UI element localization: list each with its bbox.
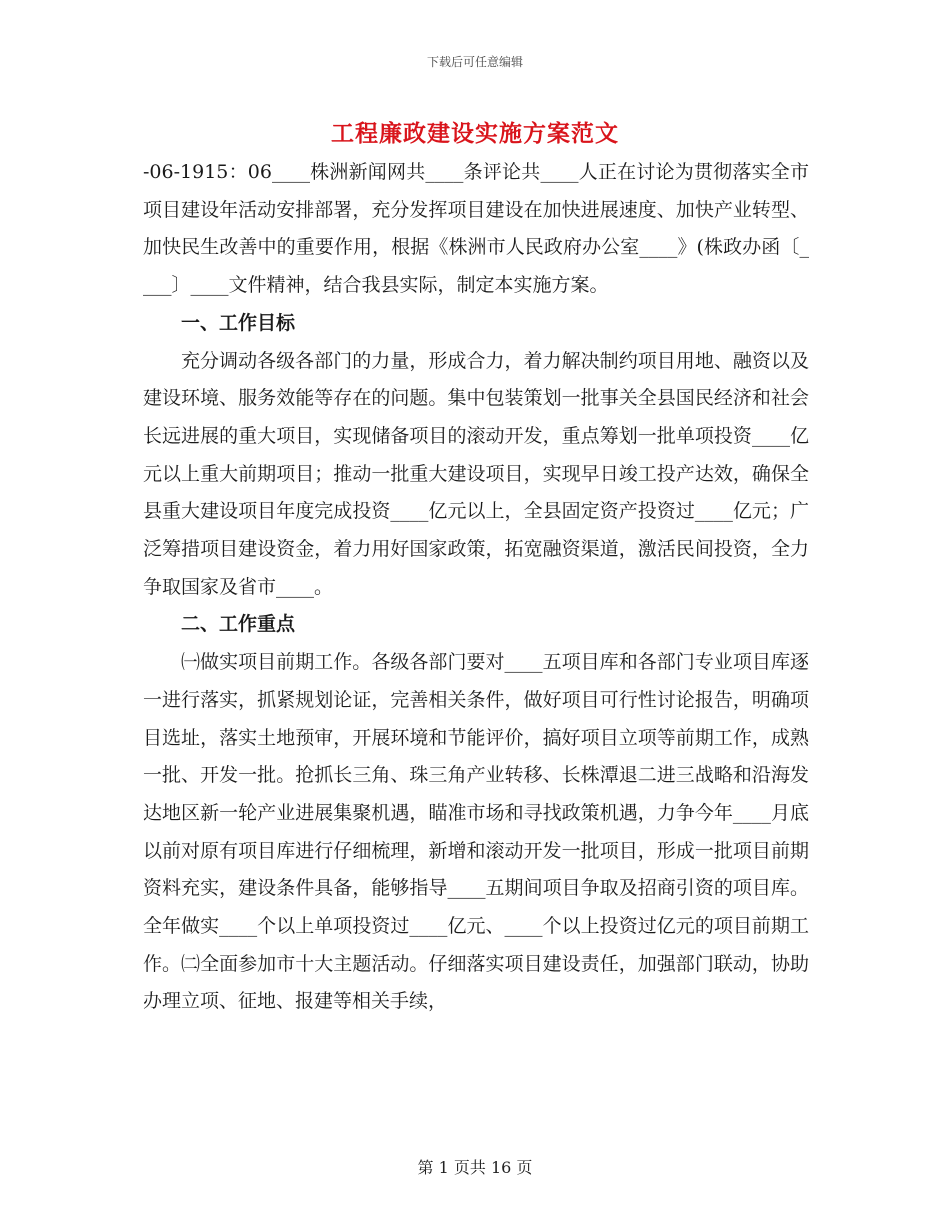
- section-heading-goals: 一、工作目标: [181, 311, 296, 334]
- section-heading-focus: 二、工作重点: [181, 613, 296, 636]
- document-body: [143, 154, 809, 1021]
- goals-paragraph: 充分调动各级各部门的力量，形成合力，着力解决制约项目用地、融资以及建设环境、服务效能等存在的问题。集中包装策划一批事关全县国民经济和社会长远进展的重大项目，实现储备项目的滚动开发，重点筹划一批单项投资____亿元以上重大前期项目；推动一批重大建设项目，实现早日竣工投产达效，确保全县重大建设项目年度完成投资____亿元以上，全县固定资产投资过____亿元；广泛筹措项目建设资金，着力用好国家政策，拓宽融资渠道，激活民间投资，全力争取国家及省市____。: [143, 349, 809, 598]
- page-footer: 第 1 页共 16 页: [417, 1158, 533, 1177]
- intro-paragraph: -06-1915：06____株洲新闻网共____条评论共____人正在讨论为贯彻落实全市项目建设年活动安排部署，充分发挥项目建设在加快进展速度、加快产业转型、加快民生改善中的重要作用，根据《株洲市人民政府办公室____》(株政办函〔____〕____文件精神，结合我县实际，制定本实施方案。: [143, 161, 809, 297]
- focus-paragraph: ㈠做实项目前期工作。各级各部门要对____五项目库和各部门专业项目库逐一进行落实，抓紧规划论证，完善相关条件，做好项目可行性讨论报告，明确项目选址，落实土地预审，开展环境和节能评价，搞好项目立项等前期工作，成熟一批、开发一批。抢抓长三角、珠三角产业转移、长株潭退二进三战略和沿海发达地区新一轮产业进展集聚机遇，瞄准市场和寻找政策机遇，力争今年____月底以前对原有项目库进行仔细梳理，新增和滚动开发一批项目，形成一批项目前期资料充实，建设条件具备，能够指导____五期间项目争取及招商引资的项目库。全年做实____个以上单项投资过____亿元、____个以上投资过亿元的项目前期工作。㈡全面参加市十大主题活动。仔细落实项目建设责任，加强部门联动，协助办理立项、征地、报建等相关手续，: [143, 651, 809, 1013]
- document-title: 工程廉政建设实施方案范文: [331, 120, 619, 147]
- header-note: 下载后可任意编辑: [426, 55, 523, 69]
